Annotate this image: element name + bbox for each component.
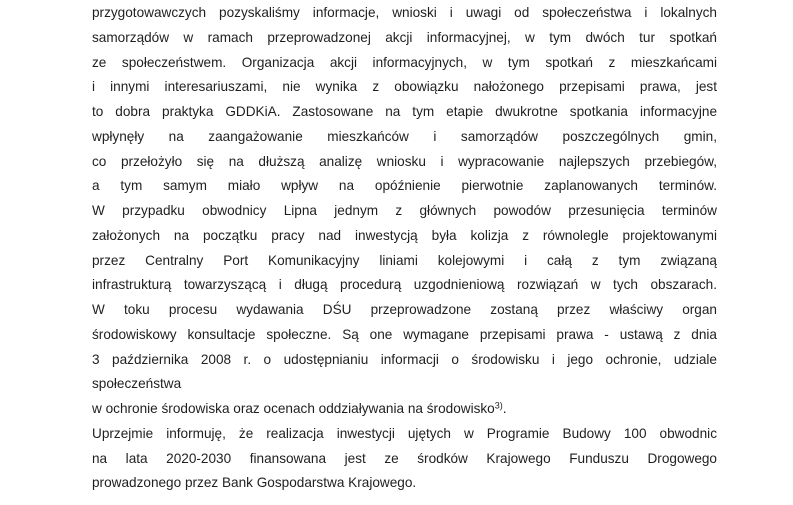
text-line: na lata 2020-2030 finansowana jest ze środków Krajowego Funduszu Drogowego bbox=[92, 450, 717, 466]
text-line: infrastrukturą towarzyszącą i długą procedurą uzgodnieniową rozwiązań w tych obszarach. bbox=[92, 277, 717, 293]
text-line: prowadzonego przez Bank Gospodarstwa Krajowego. bbox=[92, 475, 417, 491]
text-line: samorządów w ramach przeprowadzonej akcji informacyjnej, w tym dwóch tur spotkań bbox=[92, 29, 717, 45]
text-segment: w ochronie środowiska oraz ocenach oddziaływania na środowisko bbox=[92, 401, 495, 416]
text-line: wpłynęły na zaangażowanie mieszkańców i samorządów poszczególnych gmin, bbox=[92, 128, 717, 144]
text-line: ze społeczeństwem. Organizacja akcji informacyjnych, w tym spotkań z mieszkańcami bbox=[92, 54, 717, 70]
text-line: to dobra praktyka GDDKiA. Zastosowane na tym etapie dwukrotne spotkania informacyjne bbox=[92, 104, 717, 119]
text-line: i innymi interesariuszami, nie wynika z obowiązku nałożonego przepisami prawa, jest bbox=[92, 79, 717, 95]
text-line: a tym samym miało wpływ na opóźnienie pierwotnie zaplanowanych terminów. bbox=[92, 178, 717, 194]
text-line: co przełożyło się na dłuższą analizę wniosku i wypracowanie najlepszych przebiegów, bbox=[92, 153, 717, 169]
text-line: W przypadku obwodnicy Lipna jednym z głównych powodów przesunięcia terminów bbox=[92, 203, 717, 218]
text-line: przez Centralny Port Komunikacyjny liniami kolejowymi i całą z tym związaną bbox=[92, 252, 717, 268]
text-line: Uprzejmie informuję, że realizacja inwestycji ujętych w Programie Budowy 100 obwodnic bbox=[92, 425, 717, 441]
text-line: środowiskowy konsultacje społeczne. Są one wymagane przepisami prawa - ustawą z dnia bbox=[92, 326, 717, 342]
text-line: założonych na początku pracy nad inwestycją była kolizja z równolegle projektowanymi bbox=[92, 227, 717, 243]
text-line: 3 października 2008 r. o udostępnianiu informacji o środowisku i jego ochronie, udziale bbox=[92, 351, 717, 367]
text-segment: . bbox=[502, 401, 507, 416]
text-line: społeczeństwa bbox=[92, 376, 182, 392]
text-line: W toku procesu wydawania DŚU przeprowadzone zostaną przez właściwy organ bbox=[92, 302, 717, 317]
text-line: przygotowawczych pozyskaliśmy informacje, wnioski i uwagi od społeczeństwa i lokalnych bbox=[92, 5, 717, 20]
footnote-reference: 3) bbox=[494, 400, 503, 411]
text-line-with-footnote bbox=[92, 397, 717, 422]
document-page bbox=[92, 1, 717, 496]
